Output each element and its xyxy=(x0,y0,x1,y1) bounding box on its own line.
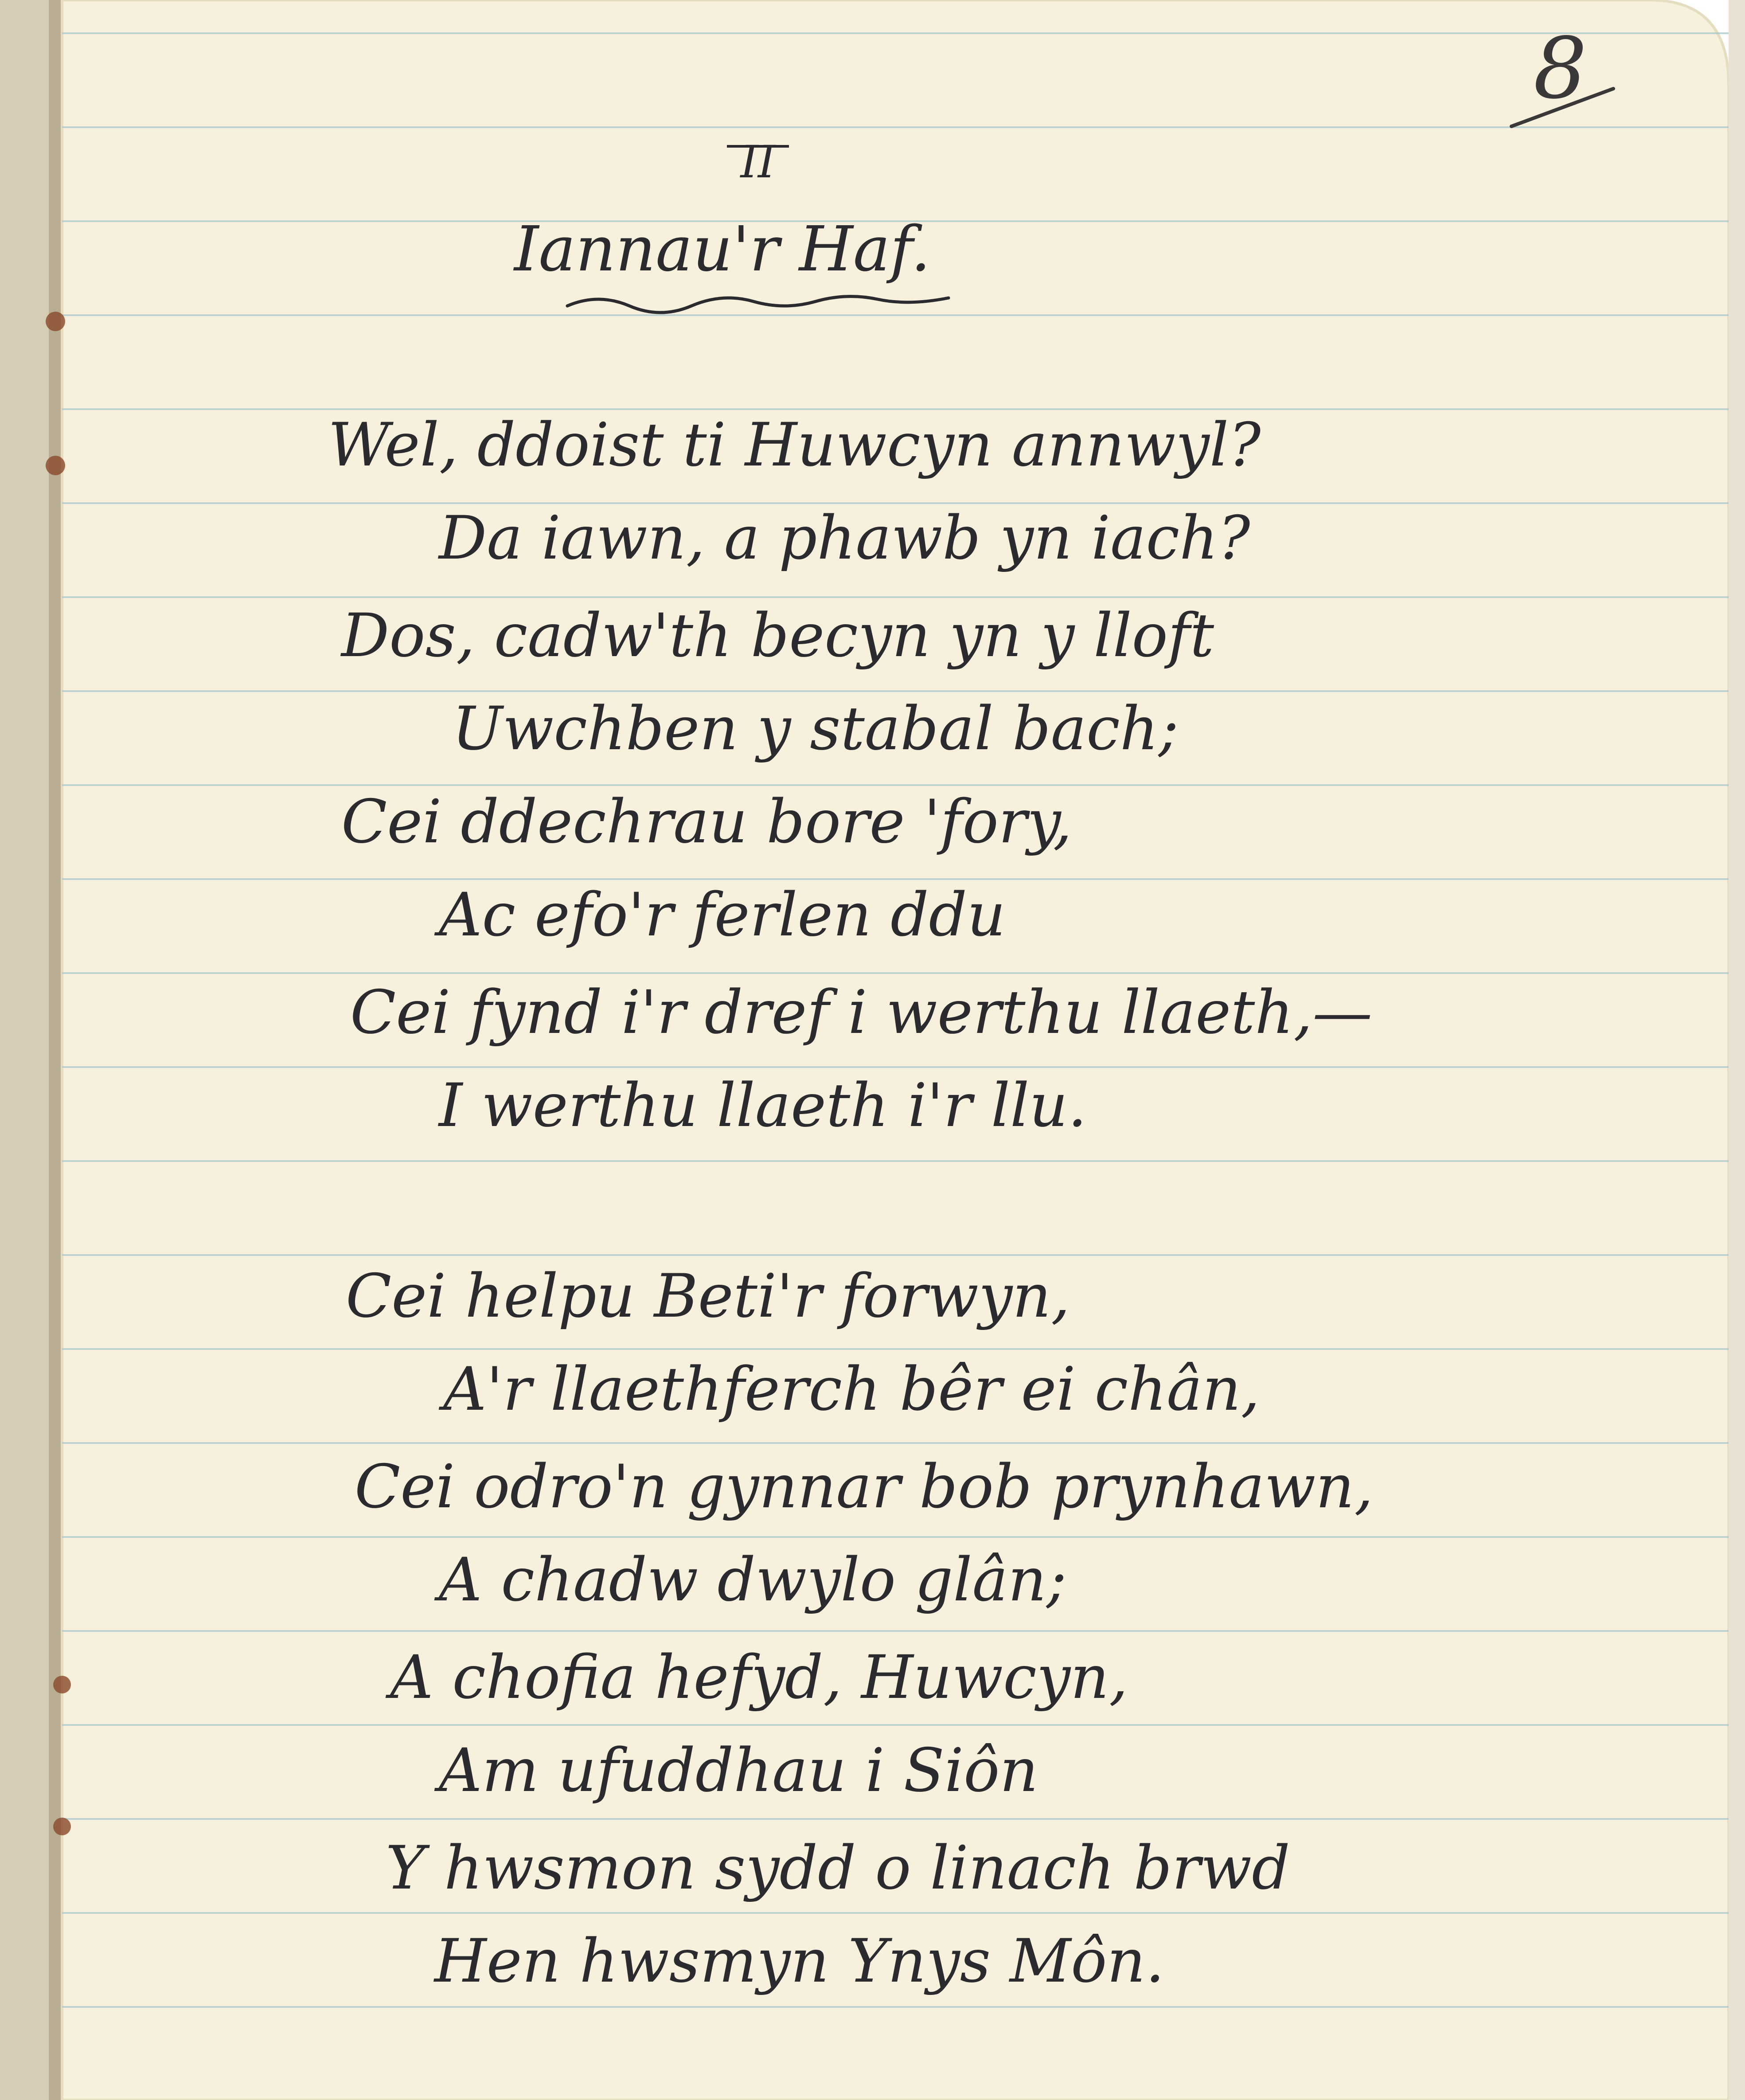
rust-spot xyxy=(46,312,65,331)
poem-line: Hen hwsmyn Ynys Môn. xyxy=(434,1926,1165,1996)
backdrop xyxy=(1729,0,1745,2100)
poem-line: Y hwsmon sydd o linach brwd xyxy=(386,1833,1290,1903)
poem-line: Dos, cadw'th becyn yn y lloft xyxy=(341,601,1214,670)
poem-line: Cei ddechrau bore 'fory, xyxy=(341,787,1072,856)
poem-line: Ac efo'r ferlen ddu xyxy=(439,880,1006,950)
poem-line: A chofia hefyd, Huwcyn, xyxy=(390,1642,1128,1712)
poem-line: Cei helpu Beti'r forwyn, xyxy=(346,1261,1070,1331)
rust-spot xyxy=(53,1818,71,1835)
poem-line: Cei fynd i'r dref i werthu llaeth,— xyxy=(350,978,1373,1047)
poem-line: Am ufuddhau i Siôn xyxy=(439,1736,1038,1805)
poem-line: Uwchben y stabal bach; xyxy=(452,694,1179,763)
poem-line: A'r llaethferch bêr ei chân, xyxy=(443,1354,1260,1424)
rust-spot xyxy=(46,456,65,475)
poem-line: Cei odro'n gynnar bob prynhawn, xyxy=(355,1452,1374,1521)
poem-line: I werthu llaeth i'r llu. xyxy=(439,1071,1087,1140)
poem-line: Wel, ddoist ti Huwcyn annwyl? xyxy=(328,410,1261,480)
poem-line: A chadw dwylo glân; xyxy=(439,1545,1067,1615)
section-numeral: II xyxy=(740,136,776,188)
rust-spot xyxy=(53,1676,71,1693)
page-number: 8 xyxy=(1533,20,1587,117)
poem-line: Da iawn, a phawb yn iach? xyxy=(439,503,1250,573)
poem-title: Iannau'r Haf. xyxy=(514,213,931,285)
